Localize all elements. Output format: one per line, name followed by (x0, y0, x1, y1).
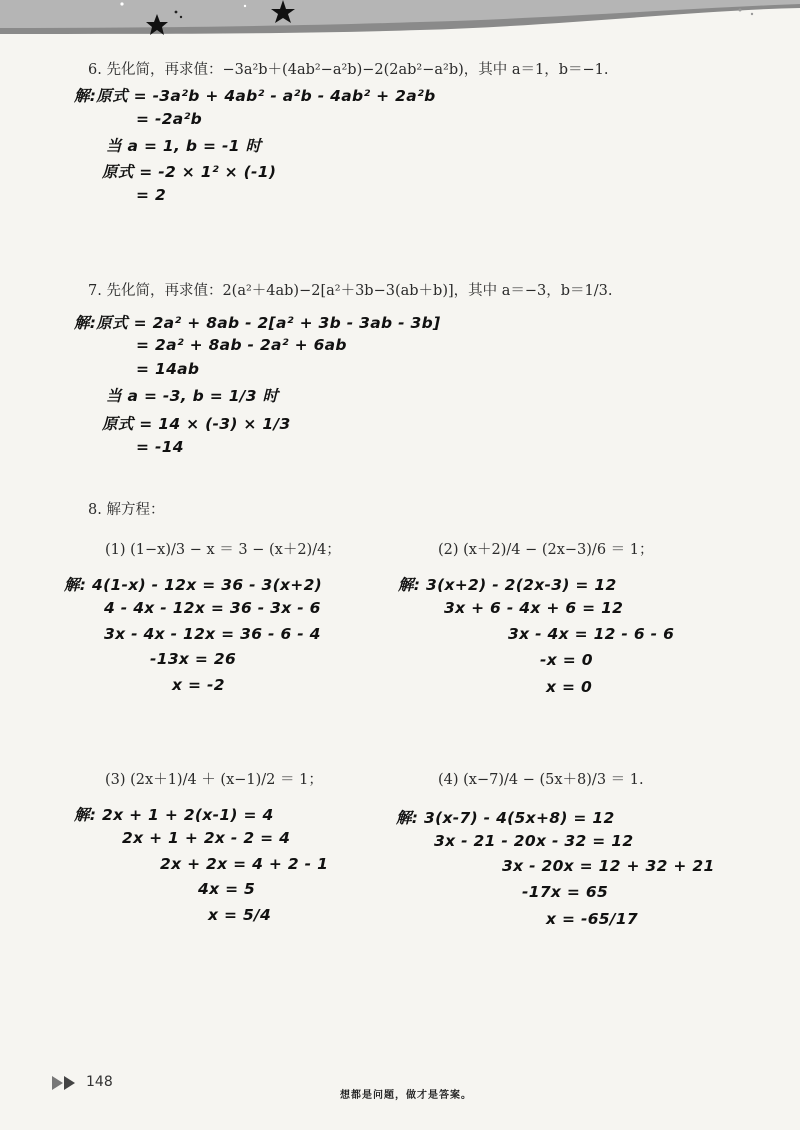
page-number: 148 (86, 1074, 113, 1090)
problem-8-4-line-3: 3x - 20x = 12 + 32 + 21 (502, 857, 715, 875)
problem-8-title: 8. 解方程： (88, 502, 165, 518)
problem-8-4-line-4: -17x = 65 (522, 883, 609, 901)
problem-8-1-equation: (1) (1−x)/3 − x ＝ 3 − (x＋2)/4； (105, 542, 341, 558)
problem-8-1-line-3: 3x - 4x - 12x = 36 - 6 - 4 (104, 625, 321, 643)
problem-8-3-line-5: x = 5/4 (208, 906, 272, 924)
problem-8-2-line-2: 3x + 6 - 4x + 6 = 12 (444, 599, 624, 617)
problem-8-4-equation: (4) (x−7)/4 − (5x＋8)/3 ＝ 1. (438, 772, 644, 788)
problem-6-line-1: 解:原式 = -3a²b + 4ab² - a²b - 4ab² + 2a²b (74, 87, 436, 105)
problem-8-2-equation: (2) (x＋2)/4 − (2x−3)/6 ＝ 1； (438, 542, 654, 558)
problem-8-1-line-5: x = -2 (172, 676, 225, 694)
problem-6-line-5: = 2 (136, 186, 167, 204)
problem-7-line-2: = 2a² + 8ab - 2a² + 6ab (136, 336, 347, 354)
problem-8-4-line-2: 3x - 21 - 20x - 32 = 12 (434, 832, 634, 850)
top-banner (0, 0, 800, 40)
problem-8-3-line-4: 4x = 5 (198, 880, 256, 898)
problem-8-3-line-1: 解: 2x + 1 + 2(x-1) = 4 (74, 806, 274, 824)
problem-7-line-3: = 14ab (136, 360, 200, 378)
page-arrow-icon (52, 1076, 82, 1090)
problem-6-line-2: = -2a²b (136, 110, 203, 128)
problem-8-3-line-2: 2x + 1 + 2x - 2 = 4 (122, 829, 291, 847)
problem-8-4-line-1: 解: 3(x-7) - 4(5x+8) = 12 (396, 809, 615, 827)
problem-8-2-line-4: -x = 0 (540, 651, 593, 669)
problem-7-line-4: 当 a = -3, b = 1/3 时 (106, 387, 279, 405)
problem-8-3-equation: (3) (2x＋1)/4 ＋ (x−1)/2 ＝ 1； (105, 772, 323, 788)
problem-7-line-5: 原式 = 14 × (-3) × 1/3 (102, 415, 291, 433)
problem-6-line-3: 当 a = 1, b = -1 时 (106, 137, 262, 155)
problem-8-1-line-1: 解: 4(1-x) - 12x = 36 - 3(x+2) (64, 576, 323, 594)
problem-6-line-4: 原式 = -2 × 1² × (-1) (102, 163, 277, 181)
problem-8-4-line-5: x = -65/17 (546, 910, 639, 928)
problem-8-1-line-2: 4 - 4x - 12x = 36 - 3x - 6 (104, 599, 321, 617)
problem-8-2-line-1: 解: 3(x+2) - 2(2x-3) = 12 (398, 576, 617, 594)
problem-7-statement: 7. 先化简，再求值：2(a²＋4ab)−2[a²＋3b−3(ab＋b)]，其中 a＝−3，b＝1/3. (88, 283, 613, 299)
problem-8-2-line-3: 3x - 4x = 12 - 6 - 6 (508, 625, 675, 643)
problem-7-line-6: = -14 (136, 438, 184, 456)
footer-motto: 想都是问题，做才是答案。 (340, 1090, 472, 1101)
problem-8-3-line-3: 2x + 2x = 4 + 2 - 1 (160, 855, 329, 873)
problem-7-line-1: 解:原式 = 2a² + 8ab - 2[a² + 3b - 3ab - 3b] (74, 314, 441, 332)
problem-8-1-line-4: -13x = 26 (150, 650, 237, 668)
problem-6-statement: 6. 先化简，再求值：−3a²b＋(4ab²−a²b)−2(2ab²−a²b)，其中 a＝1，b＝−1. (88, 62, 609, 78)
problem-8-2-line-5: x = 0 (546, 678, 593, 696)
